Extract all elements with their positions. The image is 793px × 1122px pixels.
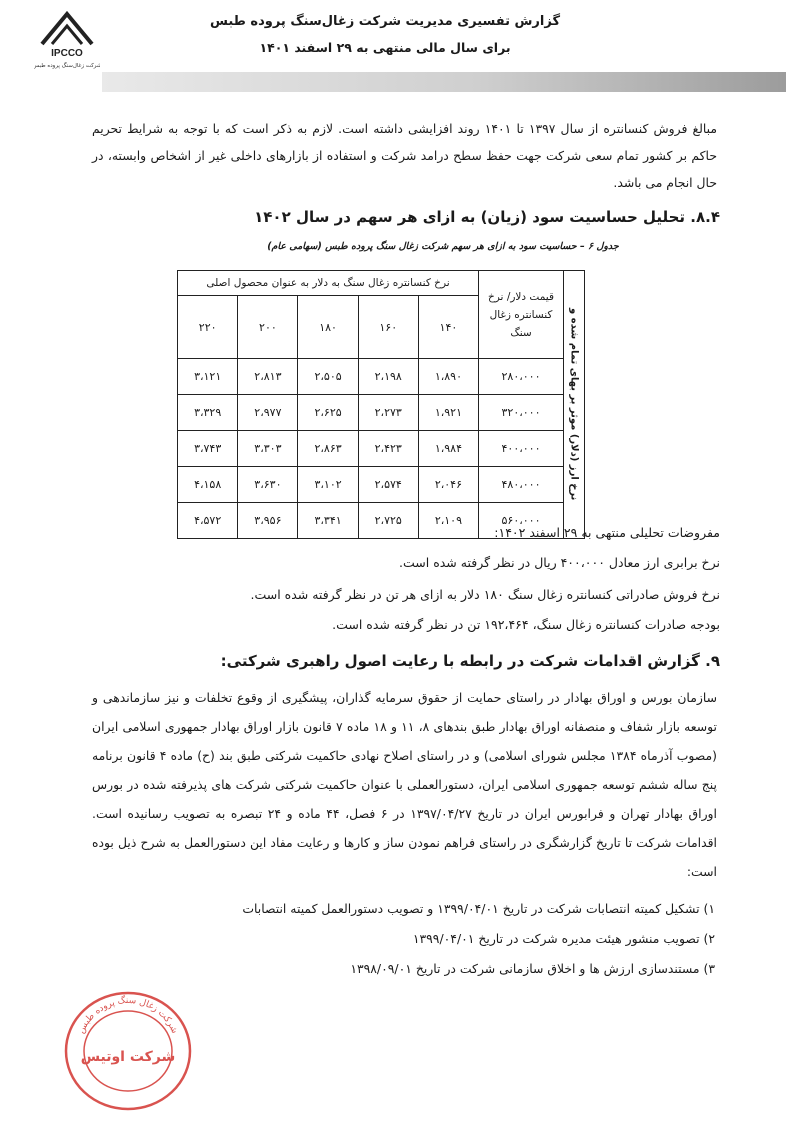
table-caption: جدول ۶ – حساسیت سود به ازای هر سهم شرکت زغال سنگ پروده طبس (سهامی عام)	[267, 241, 619, 252]
stamp-center-text: شرکت اوتیس	[80, 1049, 176, 1065]
assumption-item: نرخ فروش صادراتی کنسانتره زغال سنگ ۱۸۰ دلار به ازای هر تن در نظر گرفته شده است.	[250, 587, 720, 602]
report-title: گزارش تفسیری مدیریت شرکت زغال‌سنگ پروده طبس	[209, 14, 561, 29]
table-cell: ۲،۴۲۳	[358, 431, 418, 467]
table-row	[178, 431, 585, 467]
list-item: ۱) تشکیل کمیته انتصابات شرکت در تاریخ ۱۳۹۹/۰۴/۰۱ و تصویب دستورالعمل کمیته انتصابات	[242, 901, 715, 916]
report-subtitle: برای سال مالی منتهی به ۲۹ اسفند ۱۴۰۱	[259, 40, 511, 55]
assumption-item: نرخ برابری ارز معادل ۴۰۰،۰۰۰ ریال در نظر گرفته شده است.	[399, 555, 720, 570]
corner-header: قیمت دلار/ نرخ کنسانتره زغال سنگ	[479, 271, 564, 359]
table-cell: ۱،۸۹۰	[418, 359, 478, 395]
row-rate: ۲۸۰،۰۰۰	[479, 359, 564, 395]
table-cell: ۲،۸۱۳	[238, 359, 298, 395]
row-rate: ۵۶۰،۰۰۰	[479, 503, 564, 539]
table-row	[178, 395, 585, 431]
top-header: نرخ کنسانتره زغال سنگ به دلار به عنوان محصول اصلی	[178, 271, 479, 296]
table-cell: ۳،۹۵۶	[238, 503, 298, 539]
table-cell: ۲،۸۶۳	[298, 431, 358, 467]
logo-text: IPCCO	[51, 48, 83, 59]
table-row	[178, 467, 585, 503]
section-9-paragraph: سازمان بورس و اوراق بهادار در راستای حمایت از حقوق سرمایه گذاران، پیشگیری از وقوع تخلفات و نیز سازماندهی و توسعه بازار شفاف و منصفانه اوراق بهادار طبق بندهای ۸، ۱۱ و ۱۸ ماده ۷ قانون بازار اوراق بهادار جمهوری اسلامی ایران (مصوب آذرماه ۱۳۸۴ مجلس شورای اسلامی) و در راستای اصلاح نهادی حاکمیت شرکتی طبق بند (ح) ماده ۴ قانون برنامه پنج ساله ششم توسعه جمهوری اسلامی ایران، دستورالعملی با عنوان حاکمیت شرکتی شرکت های پذیرفته شده در بورس اوراق بهادار تهران و فرابورس ایران در تاریخ ۱۳۹۷/۰۴/۲۷ در ۶ فصل، ۴۴ ماده و ۲۴ تبصره به تصویب رسانیده است. اقدامات شرکت تا تاریخ گزارشگری در راستای فراهم نمودن ساز و کارها و رعایت مفاد این دستورالعمل به شرح ذیل بوده است:	[92, 690, 717, 879]
company-stamp	[60, 985, 196, 1117]
section-8-4-heading: ۸.۴. تحلیل حساسیت سود (زیان) به ازای هر سهم در سال ۱۴۰۲	[254, 208, 720, 226]
table-cell: ۱،۹۸۴	[418, 431, 478, 467]
assumption-item: بودجه صادرات کنسانتره زغال سنگ، ۱۹۲،۴۶۴ تن در نظر گرفته شده است.	[332, 617, 720, 632]
table-cell: ۴،۵۷۲	[178, 503, 238, 539]
table-cell: ۳،۳۴۱	[298, 503, 358, 539]
section-9-heading: ۹. گزارش اقدامات شرکت در رابطه با رعایت اصول راهبری شرکتی:	[220, 652, 720, 670]
intro-paragraph: مبالغ فروش کنسانتره از سال ۱۳۹۷ تا ۱۴۰۱ روند افزایشی داشته است. لازم به ذکر است که با توجه به شرایط تحریم حاکم بر کشور تمام سعی شرکت جهت حفظ سطح درامد شرکت و استفاده از بازارهای داخلی غیر از اشخاص وابسته، در حال انجام می باشد.	[92, 121, 718, 190]
sensitivity-table	[177, 270, 585, 539]
header-band	[102, 72, 786, 92]
company-logo	[34, 8, 100, 70]
table-cell: ۲،۱۹۸	[358, 359, 418, 395]
row-rate: ۳۲۰،۰۰۰	[479, 395, 564, 431]
table-cell: ۲،۱۰۹	[418, 503, 478, 539]
column-header: ۱۸۰	[298, 296, 358, 359]
logo-graphic	[34, 8, 100, 70]
stamp-ring-text: شرکت زغال سنگ پروده طبس	[76, 995, 180, 1036]
column-header: ۲۰۰	[238, 296, 298, 359]
column-header: ۲۲۰	[178, 296, 238, 359]
table-cell: ۲،۹۷۷	[238, 395, 298, 431]
row-rate: ۴۰۰،۰۰۰	[479, 431, 564, 467]
list-item: ۳) مستندسازی ارزش ها و اخلاق سازمانی شرکت در تاریخ ۱۳۹۸/۰۹/۰۱	[350, 961, 715, 976]
row-rate: ۴۸۰،۰۰۰	[479, 467, 564, 503]
table-cell: ۳،۳۲۹	[178, 395, 238, 431]
column-header: ۱۶۰	[358, 296, 418, 359]
table-cell: ۳،۶۳۰	[238, 467, 298, 503]
table-cell: ۴،۱۵۸	[178, 467, 238, 503]
table-cell: ۲،۵۰۵	[298, 359, 358, 395]
table-cell: ۲،۰۴۶	[418, 467, 478, 503]
stamp-graphic	[60, 985, 196, 1117]
table-cell: ۲،۵۷۴	[358, 467, 418, 503]
table-cell: ۱،۹۲۱	[418, 395, 478, 431]
table-row	[178, 359, 585, 395]
side-header: نرخ ارز (دلار) موثر بر بهای تمام شده و	[564, 271, 585, 539]
table-cell: ۳،۱۲۱	[178, 359, 238, 395]
table-cell: ۲،۷۲۵	[358, 503, 418, 539]
list-item: ۲) تصویب منشور هیئت مدیره شرکت در تاریخ ۱۳۹۹/۰۴/۰۱	[412, 931, 715, 946]
column-header: ۱۴۰	[418, 296, 478, 359]
table-cell: ۲،۲۷۳	[358, 395, 418, 431]
table-cell: ۲،۶۲۵	[298, 395, 358, 431]
assumptions-title: مفروضات تحلیلی منتهی به ۲۹ اسفند ۱۴۰۲:	[494, 525, 720, 540]
logo-caption: شرکت زغال‌سنگ پروده طبس	[34, 63, 100, 69]
table-cell: ۳،۳۰۳	[238, 431, 298, 467]
table-cell: ۳،۷۴۳	[178, 431, 238, 467]
table-cell: ۳،۱۰۲	[298, 467, 358, 503]
